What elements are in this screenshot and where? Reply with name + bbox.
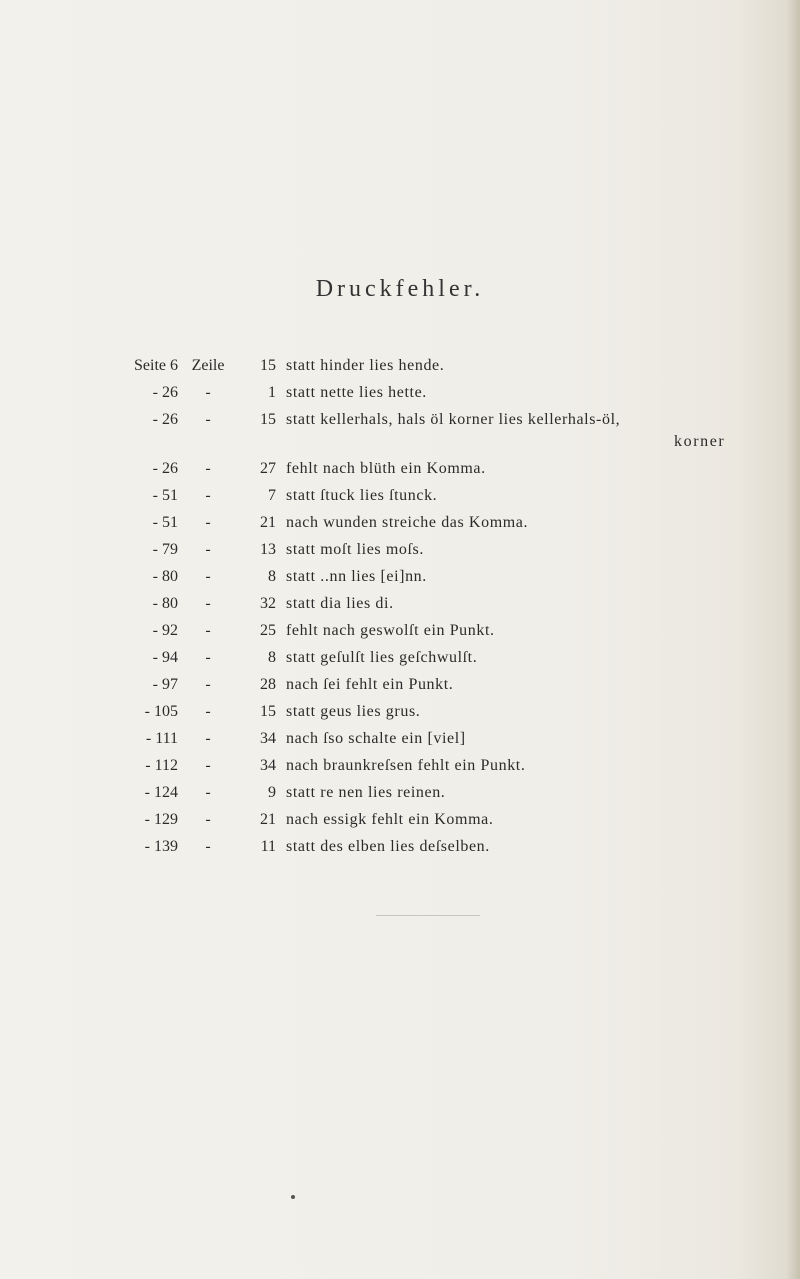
errata-row [0, 563, 800, 590]
zeile-label: - [205, 838, 211, 855]
seite-ref: - 94 [152, 649, 178, 666]
zeile-label: - [205, 649, 211, 666]
seite-ref: - 26 [152, 384, 178, 401]
correction-text: nach braunkreſsen fehlt ein Punkt. [286, 757, 526, 774]
zeile-label: - [205, 811, 211, 828]
line-number: 7 [268, 487, 276, 504]
seite-ref: - 26 [152, 460, 178, 477]
correction-text: statt dia lies di. [286, 595, 394, 612]
errata-row [0, 482, 800, 509]
seite-ref: Seite 6 [134, 357, 178, 374]
correction-text: statt geſulſt lies geſchwulſt. [286, 649, 478, 666]
line-number: 15 [260, 357, 276, 374]
line-number: 25 [260, 622, 276, 639]
errata-row [0, 671, 800, 698]
correction-text: statt moſt lies moſs. [286, 541, 424, 558]
seite-ref: - 26 [152, 411, 178, 428]
correction-text: fehlt nach blüth ein Komma. [286, 460, 486, 477]
line-number: 27 [260, 460, 276, 477]
zeile-label: - [205, 487, 211, 504]
seite-ref: - 80 [152, 568, 178, 585]
errata-row [0, 379, 800, 406]
errata-row [0, 698, 800, 725]
seite-ref: - 79 [152, 541, 178, 558]
line-number: 1 [268, 384, 276, 401]
zeile-label: - [205, 460, 211, 477]
errata-row [0, 752, 800, 779]
seite-ref: - 112 [145, 757, 178, 774]
errata-row [0, 590, 800, 617]
errata-row [0, 833, 800, 860]
zeile-label: - [205, 622, 211, 639]
line-number: 15 [260, 411, 276, 428]
errata-continuation [0, 433, 800, 455]
zeile-label: - [205, 676, 211, 693]
zeile-label: - [205, 411, 211, 428]
line-number: 32 [260, 595, 276, 612]
seite-ref: - 51 [152, 514, 178, 531]
zeile-label: Zeile [191, 357, 225, 374]
seite-ref: - 80 [152, 595, 178, 612]
line-number: 8 [268, 568, 276, 585]
zeile-label: - [205, 541, 211, 558]
seite-ref: - 111 [145, 730, 178, 747]
errata-row [0, 406, 800, 433]
correction-text: nach essigk fehlt ein Komma. [286, 811, 494, 828]
zeile-label: - [205, 514, 211, 531]
correction-text: statt ..nn lies [ei]nn. [286, 568, 427, 585]
line-number: 34 [260, 757, 276, 774]
zeile-label: - [205, 757, 211, 774]
continuation-text: korner [674, 433, 726, 450]
line-number: 8 [268, 649, 276, 666]
seite-ref: - 129 [144, 811, 178, 828]
errata-row [0, 644, 800, 671]
correction-text: fehlt nach geswolſt ein Punkt. [286, 622, 495, 639]
correction-text: statt ſtuck lies ſtunck. [286, 487, 438, 504]
line-number: 15 [260, 703, 276, 720]
line-number: 21 [260, 514, 276, 531]
page-title: Druckfehler. [315, 276, 485, 302]
errata-row [0, 455, 800, 482]
correction-text: statt kellerhals, hals öl korner lies kellerhals-öl, [286, 411, 621, 428]
correction-text: statt des elben lies deſselben. [286, 838, 490, 855]
seite-ref: - 51 [152, 487, 178, 504]
ink-speck [291, 1195, 295, 1199]
correction-text: nach wunden streiche das Komma. [286, 514, 529, 531]
errata-row [0, 509, 800, 536]
correction-text: nach ſso schalte ein [viel] [286, 730, 466, 747]
zeile-label: - [205, 568, 211, 585]
correction-text: nach ſei fehlt ein Punkt. [286, 676, 454, 693]
line-number: 28 [260, 676, 276, 693]
divider-rule [376, 915, 480, 916]
zeile-label: - [205, 703, 211, 720]
line-number: 21 [260, 811, 276, 828]
zeile-label: - [205, 595, 211, 612]
errata-list [0, 352, 800, 860]
errata-row [0, 725, 800, 752]
line-number: 9 [268, 784, 276, 801]
zeile-label: - [205, 784, 211, 801]
correction-text: statt re nen lies reinen. [286, 784, 446, 801]
line-number: 13 [260, 541, 276, 558]
line-number: 11 [260, 838, 276, 855]
errata-row [0, 806, 800, 833]
errata-row [0, 779, 800, 806]
correction-text: statt geus lies grus. [286, 703, 421, 720]
zeile-label: - [205, 384, 211, 401]
errata-row [0, 617, 800, 644]
zeile-label: - [205, 730, 211, 747]
errata-row [0, 536, 800, 563]
seite-ref: - 92 [152, 622, 178, 639]
errata-row [0, 352, 800, 379]
seite-ref: - 97 [152, 676, 178, 693]
correction-text: statt hinder lies hende. [286, 357, 445, 374]
line-number: 34 [260, 730, 276, 747]
seite-ref: - 124 [144, 784, 178, 801]
seite-ref: - 105 [144, 703, 178, 720]
correction-text: statt nette lies hette. [286, 384, 427, 401]
seite-ref: - 139 [144, 838, 178, 855]
